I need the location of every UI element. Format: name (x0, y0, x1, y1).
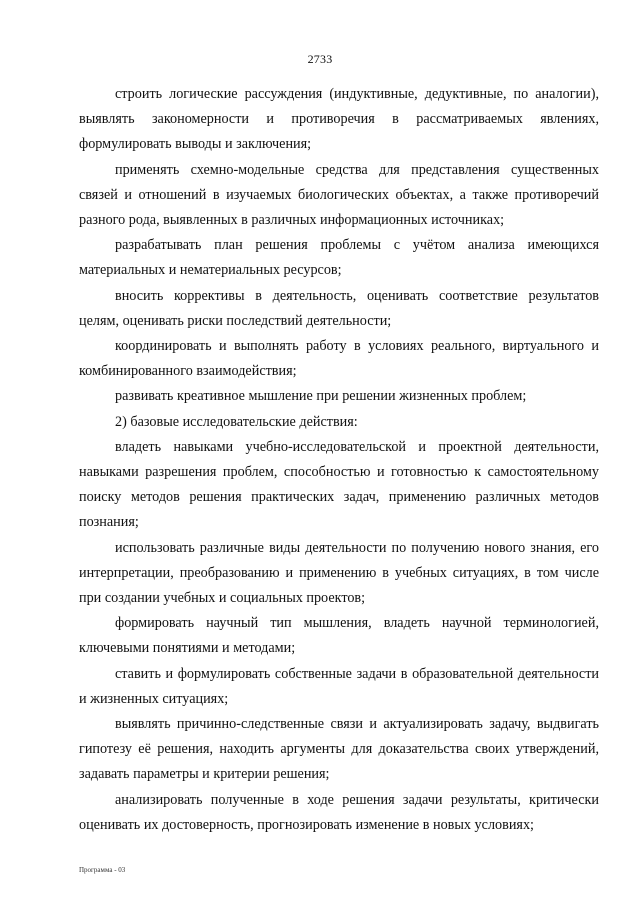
paragraph: формировать научный тип мышления, владеть научной терминологией, ключевыми понятиями и методами; (79, 615, 599, 657)
section-heading: 2) базовые исследовательские действия: (115, 413, 358, 430)
page-number: 2733 (307, 52, 333, 66)
footer-label: Программа - 03 (79, 866, 126, 874)
paragraph: развивать креативное мышление при решении жизненных проблем; (115, 388, 527, 405)
paragraph: строить логические рассуждения (индуктивные, дедуктивные, по аналогии), выявлять закономерности и противоречия в рассматриваемых явлениях, формулировать выводы и заключения; (79, 86, 599, 153)
paragraph: разрабатывать план решения проблемы с учётом анализа имеющихся материальных и нематериальных ресурсов; (79, 237, 599, 279)
body-text (79, 82, 599, 838)
paragraph: выявлять причинно-следственные связи и актуализировать задачу, выдвигать гипотезу её решения, находить аргументы для доказательства своих утверждений, задавать параметры и критерии решения; (79, 716, 599, 783)
paragraph: координировать и выполнять работу в условиях реального, виртуального и комбинированного взаимодействия; (79, 338, 599, 380)
paragraph: применять схемно-модельные средства для представления существенных связей и отношений в изучаемых биологических объектах, а также противоречий разного рода, выявленных в различных информационных источниках; (79, 161, 599, 229)
paragraph: ставить и формулировать собственные задачи в образовательной деятельности и жизненных ситуациях; (79, 665, 599, 707)
paragraph: анализировать полученные в ходе решения задачи результаты, критически оценивать их достоверность, прогнозировать изменение в новых условиях; (79, 791, 599, 833)
paragraph: вносить коррективы в деятельность, оценивать соответствие результатов целям, оценивать риски последствий деятельности; (79, 287, 599, 329)
paragraph: владеть навыками учебно-исследовательской и проектной деятельности, навыками разрешения проблем, способностью и готовностью к самостоятельному поиску методов решения практических задач, применению различных методов познания; (79, 438, 599, 531)
paragraph: использовать различные виды деятельности по получению нового знания, его интерпретации, преобразованию и применению в учебных ситуациях, в том числе при создании учебных и социальных проектов; (79, 539, 599, 607)
